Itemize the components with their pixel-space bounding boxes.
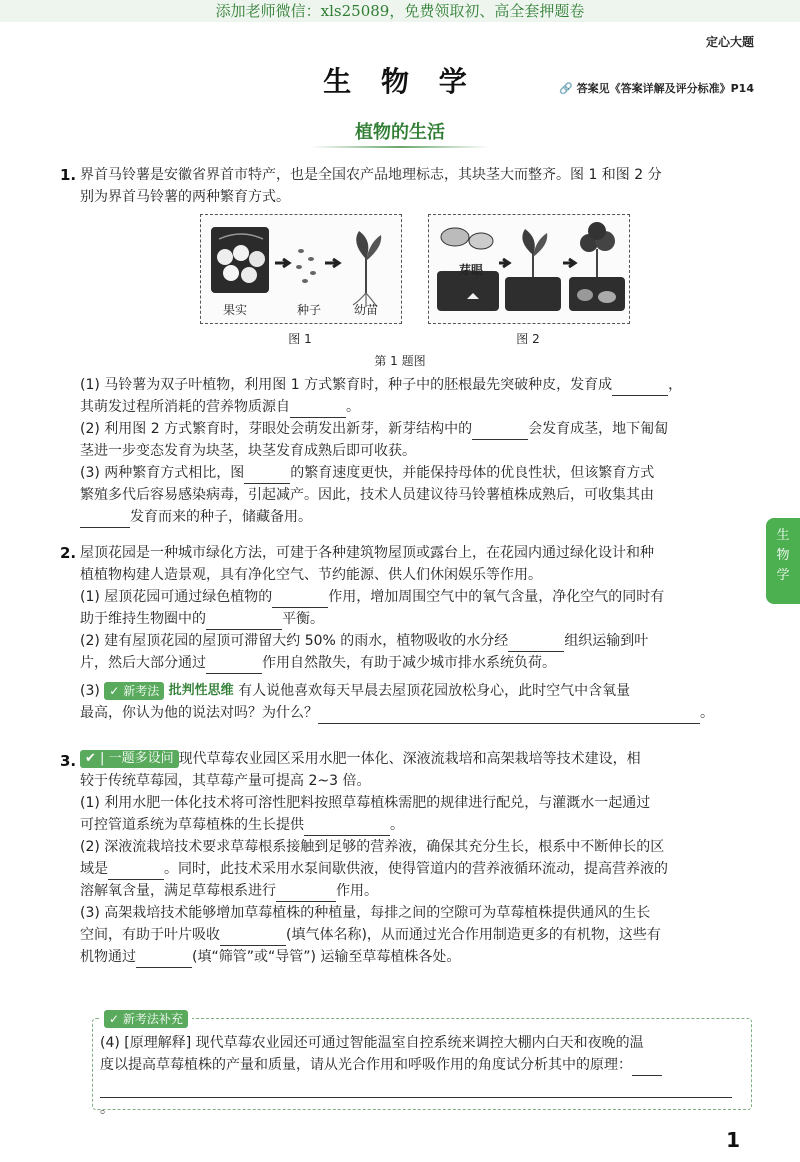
text-segment: 现代草莓农业园区采用水肥一体化、深液流栽培和高架栽培等技术建设，相 bbox=[178, 751, 641, 767]
question-figure-caption: 第 1 题图 bbox=[374, 354, 426, 368]
page-number: 1 bbox=[726, 1128, 740, 1152]
answer-blank[interactable] bbox=[80, 511, 130, 528]
q2-part-1-cont bbox=[80, 608, 760, 630]
side-tab-char: 生 bbox=[776, 528, 790, 543]
q2-intro-line: 植植物构建人造景观，具有净化空气、节约能源、供人们休闲娱乐等作用。 bbox=[80, 567, 542, 583]
text-segment: 有人说他喜欢每天早晨去屋顶花园放松身心，此时空气中含氧量 bbox=[238, 683, 631, 699]
text-segment: (填气体名称)，从而通过光合作用制造更多的有机物，这些有 bbox=[286, 927, 661, 943]
q3-body bbox=[80, 748, 760, 968]
q3-part-2: (2) 深液流栽培技术要求草莓根系接触到足够的营养液，确保其充分生长，根系中不断伸长的区 bbox=[80, 839, 665, 855]
q3-part-2-cont bbox=[80, 858, 760, 880]
seed-dot bbox=[302, 279, 308, 283]
text-segment: 发育而来的种子，储藏备用。 bbox=[130, 509, 312, 525]
check-icon: ✓ bbox=[109, 684, 120, 698]
question-number: 2. bbox=[60, 544, 77, 562]
text-segment: 其萌发过程所消耗的营养物质源自 bbox=[80, 399, 290, 415]
q1-part-1-cont bbox=[80, 396, 760, 418]
q3-part-1: (1) 利用水肥一体化技术将可溶性肥料按照草莓植株需肥的规律进行配兑，与灌溉水一起通过 bbox=[80, 795, 651, 811]
answer-blank[interactable] bbox=[318, 707, 700, 724]
figure-1 bbox=[200, 214, 402, 324]
text-segment: 。同时，此技术采用水泵间歇供液，使得管道内的营养液循环流动，提高营养液的 bbox=[164, 861, 668, 877]
text-segment: 作用自然散失，有助于减少城市排水系统负荷。 bbox=[262, 655, 556, 671]
section-title: 植物的生活 bbox=[355, 122, 445, 143]
seedling-leaf bbox=[356, 231, 368, 259]
answer-blank[interactable] bbox=[244, 467, 290, 484]
arrow-icon bbox=[499, 259, 509, 267]
figure-1-caption: 图 1 bbox=[288, 332, 312, 346]
answer-blank[interactable] bbox=[508, 635, 564, 652]
q1-intro-line: 界首马铃薯是安徽省界首市特产，也是全国农产品地理标志，其块茎大而整齐。图 1 和图 2 分 bbox=[80, 167, 662, 183]
q2-part-3-cont bbox=[80, 702, 760, 724]
soil-block bbox=[505, 277, 561, 311]
header-tag: 定心大题 bbox=[705, 35, 754, 49]
q1-intro bbox=[80, 164, 760, 208]
text-segment: 平衡。 bbox=[282, 611, 324, 627]
check-icon: ✓ bbox=[109, 1011, 120, 1026]
check-icon: ✔ bbox=[85, 751, 96, 766]
seed-dot bbox=[296, 265, 302, 269]
fruit-berry bbox=[217, 249, 233, 265]
figure-label: 果实 bbox=[222, 303, 247, 317]
critical-thinking-tag: 批判性思维 bbox=[168, 683, 234, 698]
text-segment: 作用，增加周围空气中的氧气含量，净化空气的同时有 bbox=[328, 589, 665, 605]
answer-blank[interactable] bbox=[100, 1081, 732, 1098]
answer-reference bbox=[559, 80, 754, 96]
answer-blank[interactable] bbox=[206, 613, 282, 630]
top-banner: 添加老师微信：xls25089，免费领取初、高全套押题卷 bbox=[0, 0, 800, 22]
new-method-badge bbox=[104, 682, 164, 700]
text-segment: (1) 屋顶花园可通过绿色植物的 bbox=[80, 589, 273, 605]
question-number: 3. bbox=[60, 752, 77, 770]
answer-blank[interactable] bbox=[220, 929, 286, 946]
answer-reference-text: 答案见《答案详解及评分标准》P14 bbox=[576, 82, 754, 95]
text-segment: 空间，有助于叶片吸收 bbox=[80, 927, 220, 943]
plant-leaf bbox=[533, 233, 547, 257]
q3-intro bbox=[80, 748, 760, 770]
bud-label: 芽眼 bbox=[458, 263, 483, 277]
q3-part-3: (3) 高架栽培技术能够增加草莓植株的种植量，每排之间的空隙可为草莓植株提供通风的生长 bbox=[80, 905, 651, 921]
answer-blank[interactable] bbox=[612, 379, 668, 396]
q1-parts bbox=[80, 374, 760, 528]
seed-dot bbox=[308, 257, 314, 261]
figure-label: 幼苗 bbox=[353, 303, 378, 317]
arrow-icon bbox=[325, 259, 339, 267]
potato-piece bbox=[469, 233, 493, 249]
page-title: 生 物 学 bbox=[323, 65, 477, 98]
arrow-icon bbox=[563, 259, 575, 267]
fruit-berry bbox=[223, 265, 239, 281]
text-segment: ， bbox=[668, 377, 683, 393]
q3-part-4 bbox=[100, 1032, 744, 1120]
answer-blank[interactable] bbox=[304, 819, 390, 836]
text-segment: (2) 建有屋顶花园的屋顶可滞留大约 50% 的雨水，植物吸收的水分经 bbox=[80, 633, 509, 649]
q1-part-3-cont: 繁殖多代后容易感染病毒，引起减产。因此，技术人员建议待马铃薯植株成熟后，可收集其由 bbox=[80, 487, 654, 503]
answer-blank[interactable] bbox=[472, 423, 528, 440]
text-segment: 助于维持生物圈中的 bbox=[80, 611, 206, 627]
text-segment: (填“筛管”或“导管”) 运输至草莓植株各处。 bbox=[192, 949, 461, 965]
text-segment: 度以提高草莓植株的产量和质量，请从光合作用和呼吸作用的角度试分析其中的原理： bbox=[100, 1057, 632, 1073]
text-segment: 会发育成茎，地下匍匐 bbox=[528, 421, 669, 437]
q3-intro-line: 较于传统草莓园，其草莓产量可提高 2~3 倍。 bbox=[80, 773, 371, 789]
q1-part-2-cont: 茎进一步变态发育为块茎，块茎发育成熟后即可收获。 bbox=[80, 443, 416, 459]
q2-part-2 bbox=[80, 630, 760, 652]
text-segment: 。 bbox=[700, 705, 714, 721]
q3-part-4-cont bbox=[100, 1054, 744, 1076]
fruit-berry bbox=[233, 245, 249, 261]
multi-question-badge: ✔ | 一题多设问 bbox=[80, 750, 179, 768]
q1-part-2 bbox=[80, 418, 760, 440]
q3-part-1-cont bbox=[80, 814, 760, 836]
fruit-berry bbox=[241, 267, 257, 283]
text-segment: 。 bbox=[346, 399, 360, 415]
text-segment: 机物通过 bbox=[80, 949, 136, 965]
answer-blank[interactable] bbox=[290, 401, 346, 418]
q2-intro-line: 屋顶花园是一种城市绿化方法，可建于各种建筑物屋顶或露台上，在花园内通过绿化设计和种 bbox=[80, 545, 654, 561]
badge-text: 一题多设问 bbox=[108, 751, 174, 766]
seed-dot bbox=[310, 271, 316, 275]
badge-text: 新考法补充 bbox=[122, 1011, 183, 1026]
q2-part-2-cont bbox=[80, 652, 760, 674]
text-segment: 溶解氧含量，满足草莓根系进行 bbox=[80, 883, 276, 899]
text-segment: 。 bbox=[100, 1101, 114, 1117]
answer-blank[interactable] bbox=[272, 591, 328, 608]
answer-blank[interactable] bbox=[632, 1059, 662, 1076]
supplement-badge-wrap bbox=[100, 1008, 192, 1028]
figure-2-caption: 图 2 bbox=[516, 332, 540, 346]
q2-part-1 bbox=[80, 586, 760, 608]
text-segment: 片，然后大部分通过 bbox=[80, 655, 206, 671]
text-segment: (3) bbox=[80, 683, 100, 699]
text-segment: 作用。 bbox=[336, 883, 378, 899]
text-segment: 。 bbox=[390, 817, 404, 833]
answer-blank[interactable] bbox=[206, 657, 262, 674]
text-segment: 组织运输到叶 bbox=[564, 633, 649, 649]
q3-part-2-end bbox=[80, 880, 760, 902]
q1-part-3 bbox=[80, 462, 760, 484]
question-number: 1. bbox=[60, 166, 77, 184]
fruit-berry bbox=[249, 251, 265, 267]
q3-part-4-end bbox=[100, 1076, 744, 1120]
q1-part-3-end bbox=[80, 506, 760, 528]
plant-leaf bbox=[522, 229, 534, 255]
badge-text: 新考法 bbox=[123, 684, 160, 698]
text-segment: (2) 利用图 2 方式繁育时，芽眼处会萌发出新芽，新芽结构中的 bbox=[80, 421, 473, 437]
text-segment: 域是 bbox=[80, 861, 108, 877]
text-segment: 可控管道系统为草莓植株的生长提供 bbox=[80, 817, 304, 833]
figure-label: 种子 bbox=[296, 303, 321, 317]
side-tab-char: 物 bbox=[776, 548, 790, 563]
q3-part-4-line: (4) [原理解释] 现代草莓农业园还可通过智能温室自控系统来调控大棚内白天和夜晚的温 bbox=[100, 1035, 644, 1051]
link-icon: 🔗 bbox=[559, 82, 573, 95]
q1-part-1 bbox=[80, 374, 760, 396]
q2-part-3 bbox=[80, 680, 760, 702]
potato-piece bbox=[441, 228, 469, 246]
figure-2 bbox=[428, 214, 630, 324]
arrow-icon bbox=[275, 259, 289, 267]
tuber bbox=[577, 289, 593, 301]
section-underline bbox=[310, 146, 490, 148]
plant-foliage bbox=[588, 222, 606, 240]
text-segment: (1) 马铃薯为双子叶植物，利用图 1 方式繁育时，种子中的胚根最先突破种皮，发育成 bbox=[80, 377, 613, 393]
answer-blank[interactable] bbox=[108, 863, 164, 880]
answer-blank[interactable] bbox=[136, 951, 192, 968]
tuber bbox=[598, 291, 616, 303]
supplement-badge bbox=[104, 1010, 188, 1028]
q3-part-3-end bbox=[80, 946, 760, 968]
q3-part-3-cont bbox=[80, 924, 760, 946]
side-tab-char: 学 bbox=[776, 568, 790, 583]
text-segment: (3) 两种繁育方式相比，图 bbox=[80, 465, 245, 481]
q2-body bbox=[80, 542, 760, 724]
seed-dot bbox=[298, 249, 304, 253]
text-segment: 最高，你认为他的说法对吗？为什么？ bbox=[80, 705, 318, 721]
q1-intro-line: 别为界首马铃薯的两种繁育方式。 bbox=[80, 189, 290, 205]
answer-blank[interactable] bbox=[276, 885, 336, 902]
text-segment: 的繁育速度更快，并能保持母体的优良性状，但该繁育方式 bbox=[290, 465, 655, 481]
subject-side-tab bbox=[766, 518, 800, 604]
